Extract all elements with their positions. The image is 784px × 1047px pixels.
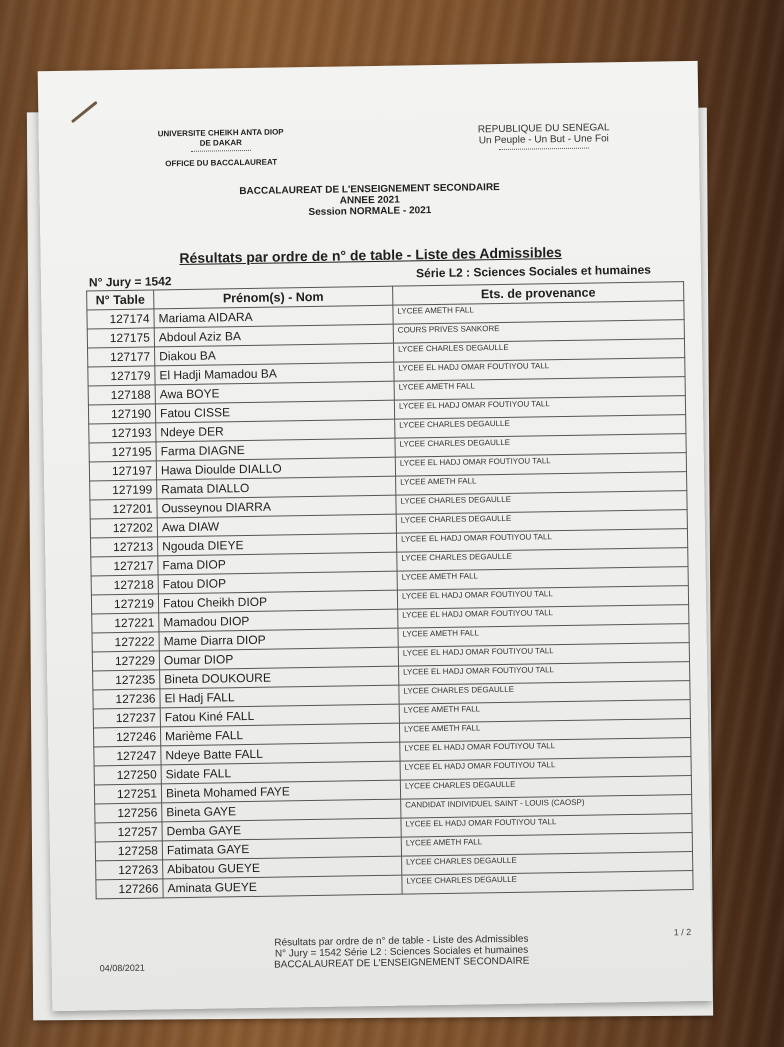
table-number-cell: 127174 [87, 309, 154, 329]
school-cell: LYCEE CHARLES DEGAULLE [397, 548, 688, 572]
table-number-cell: 127213 [90, 537, 157, 557]
school-cell: LYCEE CHARLES DEGAULLE [393, 339, 684, 363]
table-number-cell: 127246 [93, 727, 160, 747]
table-number-cell: 127179 [88, 366, 155, 386]
school-cell: LYCEE EL HADJ OMAR FOUTIYOU TALL [394, 396, 685, 420]
candidate-name-cell: Fatimata GAYE [162, 837, 401, 860]
table-number-cell: 127190 [88, 404, 155, 424]
table-number-cell: 127266 [96, 879, 163, 899]
table-number-cell: 127219 [91, 594, 158, 614]
table-number-cell: 127202 [90, 518, 157, 538]
candidate-name-cell: Ousseynou DIARRA [157, 495, 396, 518]
table-number-cell: 127222 [92, 632, 159, 652]
footer-jury-series: N° Jury = 1542 Série L2 : Sciences Sociales et humaines [274, 944, 529, 960]
exam-session: Session NORMALE - 2021 [308, 205, 432, 219]
country-motto: Un Peuple - Un But - Une Foi [478, 133, 609, 147]
candidate-name-cell: Bineta Mohamed FAYE [161, 780, 400, 803]
table-number-cell: 127195 [89, 442, 156, 462]
table-number-cell: 127217 [91, 556, 158, 576]
exam-year: ANNEE 2021 [339, 194, 400, 207]
school-cell: LYCEE AMETH FALL [401, 833, 692, 857]
school-cell: LYCEE CHARLES DEGAULLE [402, 871, 693, 895]
school-cell: LYCEE EL HADJ OMAR FOUTIYOU TALL [398, 605, 689, 629]
candidate-name-cell: Fatou DIOP [158, 571, 397, 594]
page-title: Résultats par ordre de n° de table - Liste des Admissibles [179, 244, 562, 267]
table-number-cell: 127235 [93, 670, 160, 690]
results-table [86, 281, 693, 899]
table-number-cell: 127250 [94, 765, 161, 785]
column-header-table-number: N° Table [87, 290, 154, 310]
school-cell: LYCEE AMETH FALL [399, 719, 690, 743]
table-number-cell: 127201 [90, 499, 157, 519]
exam-title-block [40, 179, 700, 222]
office-name: OFFICE DU BACCALAUREAT [165, 157, 278, 169]
candidate-name-cell: Ndeye Batte FALL [161, 742, 400, 765]
pencil-mark [71, 101, 98, 123]
candidate-name-cell: Ngouda DIEYE [157, 533, 396, 556]
school-cell: LYCEE CHARLES DEGAULLE [399, 681, 690, 705]
school-cell: LYCEE EL HADJ OMAR FOUTIYOU TALL [398, 643, 689, 667]
candidate-name-cell: Aminata GUEYE [163, 875, 402, 898]
country-name: REPUBLIQUE DU SENEGAL [477, 122, 610, 136]
column-header-name: Prénom(s) - Nom [154, 286, 393, 309]
table-number-cell: 127229 [92, 651, 159, 671]
table-number-cell: 127175 [87, 328, 154, 348]
school-cell: LYCEE AMETH FALL [394, 377, 685, 401]
candidate-name-cell: Mame Diarra DIOP [159, 628, 398, 651]
table-number-cell: 127237 [93, 708, 160, 728]
header-divider [191, 150, 251, 155]
column-header-school: Ets. de provenance [393, 282, 684, 306]
school-cell: LYCEE EL HADJ OMAR FOUTIYOU TALL [396, 529, 687, 553]
print-date: 04/08/2021 [99, 962, 145, 974]
school-cell: LYCEE EL HADJ OMAR FOUTIYOU TALL [399, 662, 690, 686]
candidate-name-cell: Fatou Kiné FALL [160, 704, 399, 727]
candidate-name-cell: Oumar DIOP [159, 647, 398, 670]
table-number-cell: 127218 [91, 575, 158, 595]
table-number-cell: 127258 [95, 841, 162, 861]
table-number-cell: 127177 [88, 347, 155, 367]
table-number-cell: 127257 [95, 822, 162, 842]
series-label: Série L2 : Sciences Sociales et humaines [415, 262, 651, 281]
table-number-cell: 127188 [88, 385, 155, 405]
candidate-name-cell: Abibatou GUEYE [163, 856, 402, 879]
table-number-cell: 127193 [89, 423, 156, 443]
candidate-name-cell: El Hadj FALL [160, 685, 399, 708]
footer-exam-name: BACCALAUREAT DE L'ENSEIGNEMENT SECONDAIRE [273, 955, 530, 971]
school-cell: LYCEE EL HADJ OMAR FOUTIYOU TALL [400, 757, 691, 781]
candidate-name-cell: Mariama AIDARA [154, 305, 393, 328]
results-sheet [38, 61, 713, 1011]
candidate-name-cell: Farma DIAGNE [156, 438, 395, 461]
table-number-cell: 127236 [93, 689, 160, 709]
exam-name: BACCALAUREAT DE L'ENSEIGNEMENT SECONDAIRE [239, 181, 500, 198]
candidate-name-cell: El Hadji Mamadou BA [155, 362, 394, 385]
footer-title: Résultats par ordre de n° de table - Liste des Admissibles [274, 933, 529, 949]
table-number-cell: 127221 [92, 613, 159, 633]
candidate-name-cell: Bineta DOUKOURE [160, 666, 399, 689]
school-cell: LYCEE CHARLES DEGAULLE [396, 510, 687, 534]
school-cell: LYCEE EL HADJ OMAR FOUTIYOU TALL [395, 453, 686, 477]
candidate-name-cell: Hawa Dioulde DIALLO [156, 457, 395, 480]
candidate-name-cell: Awa BOYE [155, 381, 394, 404]
motto-divider [499, 148, 589, 150]
country-header [459, 122, 629, 151]
table-number-cell: 127251 [94, 784, 161, 804]
school-cell: LYCEE CHARLES DEGAULLE [396, 491, 687, 515]
page-number: 1 / 2 [673, 927, 692, 938]
school-cell: LYCEE AMETH FALL [398, 624, 689, 648]
candidate-name-cell: Awa DIAW [157, 514, 396, 537]
footer-summary [251, 933, 551, 971]
school-cell: LYCEE CHARLES DEGAULLE [402, 852, 693, 876]
school-cell: LYCEE CHARLES DEGAULLE [400, 776, 691, 800]
candidate-name-cell: Fatou CISSE [155, 400, 394, 423]
table-number-cell: 127263 [96, 860, 163, 880]
school-cell: COURS PRIVES SANKORE [393, 320, 684, 344]
candidate-name-cell: Fama DIOP [158, 552, 397, 575]
table-number-cell: 127256 [95, 803, 162, 823]
candidate-name-cell: Mamadou DIOP [159, 609, 398, 632]
jury-number: N° Jury = 1542 [88, 274, 172, 290]
candidate-name-cell: Abdoul Aziz BA [154, 324, 393, 347]
candidate-name-cell: Diakou BA [155, 343, 394, 366]
candidate-name-cell: Fatou Cheikh DIOP [158, 590, 397, 613]
candidate-name-cell: Marième FALL [160, 723, 399, 746]
candidate-name-cell: Bineta GAYE [162, 799, 401, 822]
school-cell: LYCEE AMETH FALL [399, 700, 690, 724]
candidate-name-cell: Demba GAYE [162, 818, 401, 841]
school-cell: LYCEE EL HADJ OMAR FOUTIYOU TALL [401, 814, 692, 838]
university-city: DE DAKAR [199, 138, 242, 148]
school-cell: LYCEE AMETH FALL [397, 567, 688, 591]
school-cell: CANDIDAT INDIVIDUEL SAINT - LOUIS (CAOSP) [401, 795, 692, 819]
school-cell: LYCEE EL HADJ OMAR FOUTIYOU TALL [397, 586, 688, 610]
school-cell: LYCEE CHARLES DEGAULLE [395, 434, 686, 458]
candidate-name-cell: Ramata DIALLO [157, 476, 396, 499]
school-cell: LYCEE AMETH FALL [396, 472, 687, 496]
candidate-name-cell: Ndeye DER [156, 419, 395, 442]
table-number-cell: 127197 [89, 461, 156, 481]
issuer-header [141, 127, 302, 170]
university-name: UNIVERSITE CHEIKH ANTA DIOP [157, 127, 284, 139]
table-number-cell: 127247 [94, 746, 161, 766]
table-number-cell: 127199 [90, 480, 157, 500]
school-cell: LYCEE EL HADJ OMAR FOUTIYOU TALL [400, 738, 691, 762]
school-cell: LYCEE CHARLES DEGAULLE [395, 415, 686, 439]
school-cell: LYCEE AMETH FALL [393, 301, 684, 325]
school-cell: LYCEE EL HADJ OMAR FOUTIYOU TALL [394, 358, 685, 382]
candidate-name-cell: Sidate FALL [161, 761, 400, 784]
